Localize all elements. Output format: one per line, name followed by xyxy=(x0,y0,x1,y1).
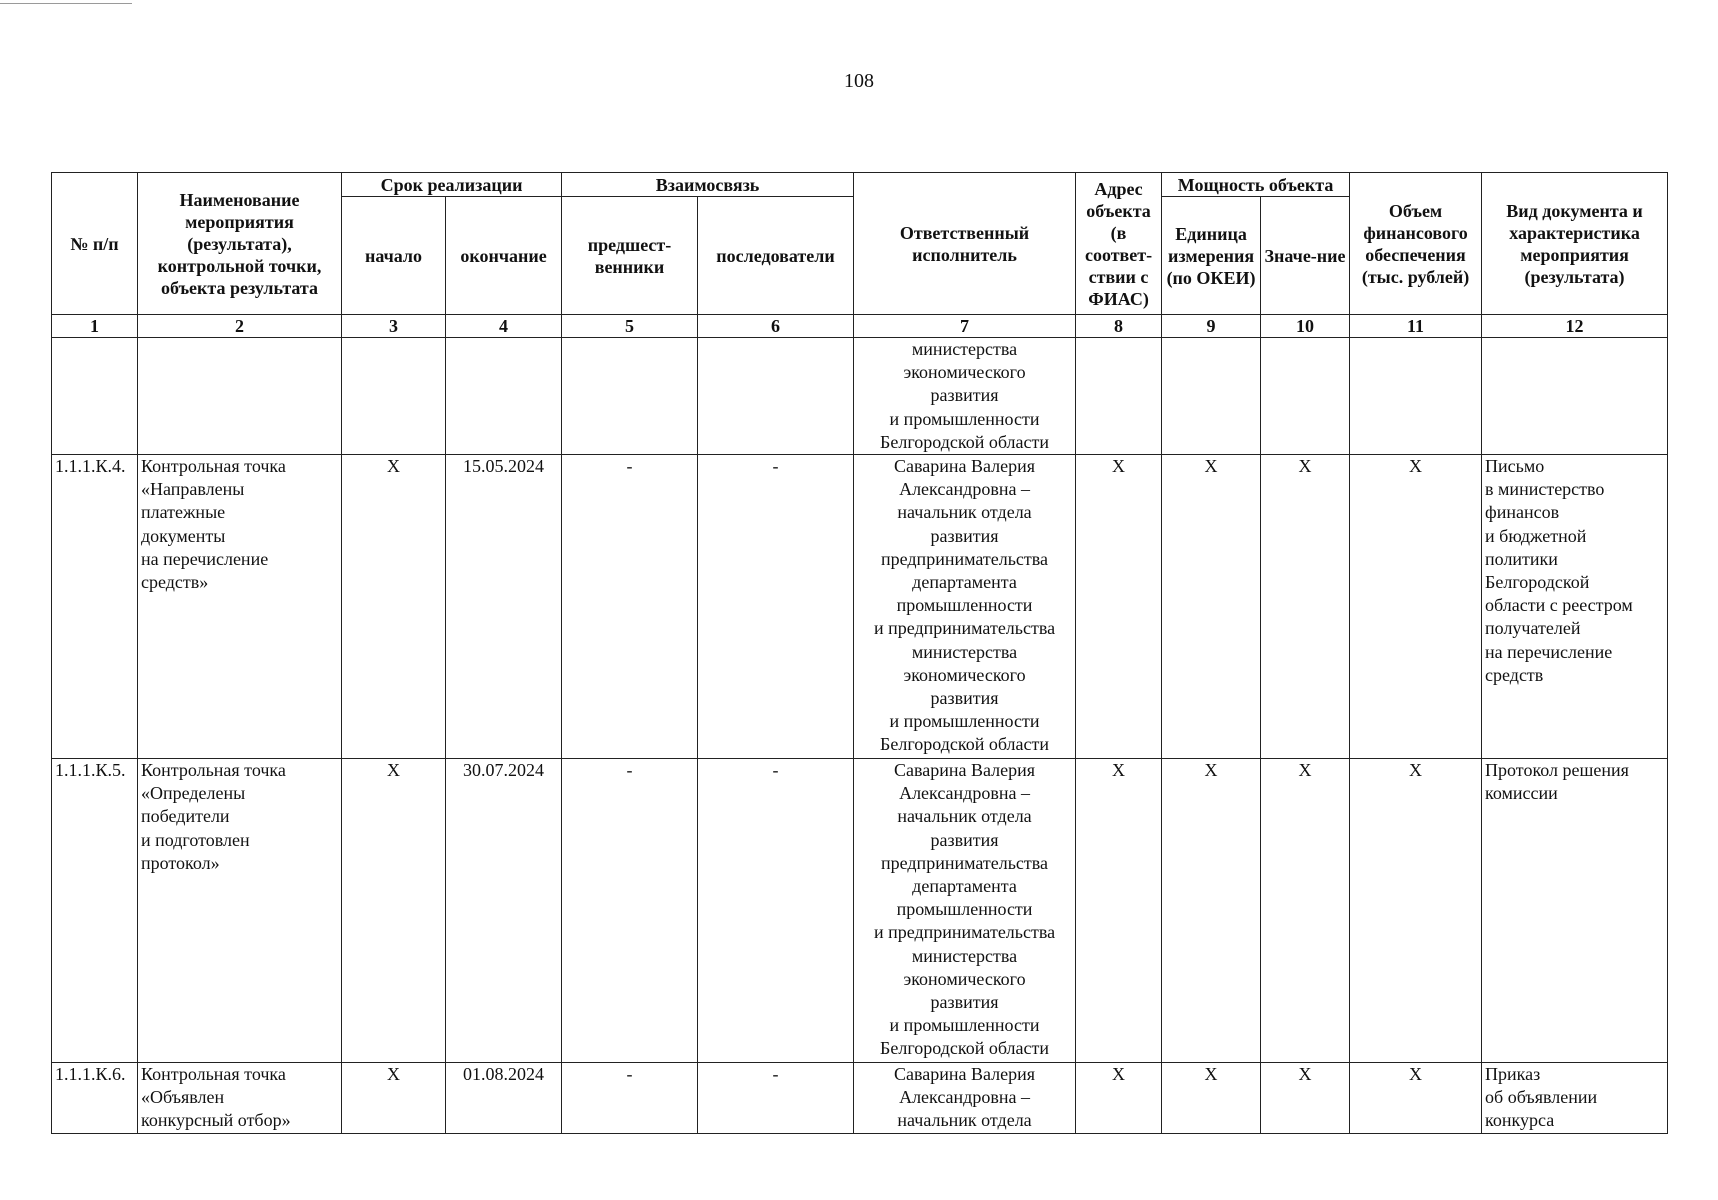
cell-responsible: Саварина Валерия Александровна – начальник отдела развития предпринимательства департамента промышленности и предпринимательства министерства экономического развития и промышленности Белгородской области xyxy=(854,455,1076,759)
cell-address: X xyxy=(1076,1063,1162,1134)
cell-responsible: Саварина Валерия Александровна – начальник отдела xyxy=(854,1063,1076,1134)
cell-unit: X xyxy=(1162,455,1261,759)
scan-edge-line xyxy=(0,3,132,4)
cell-finance: X xyxy=(1350,759,1482,1063)
column-number: 11 xyxy=(1350,315,1482,338)
header-address: Адрес объекта (в соответ-ствии с ФИАС) xyxy=(1076,173,1162,315)
cell-value: X xyxy=(1261,455,1350,759)
cell-doc xyxy=(1482,338,1668,455)
cell-finance: X xyxy=(1350,455,1482,759)
header-name: Наименование мероприятия (результата), контрольной точки, объекта результата xyxy=(138,173,342,315)
column-number: 8 xyxy=(1076,315,1162,338)
page-number: 108 xyxy=(844,70,874,92)
cell-responsible: министерства экономического развития и промышленности Белгородской области xyxy=(854,338,1076,455)
cell-pred: - xyxy=(562,759,698,1063)
cell-doc: Протокол решения комиссии xyxy=(1482,759,1668,1063)
column-number: 9 xyxy=(1162,315,1261,338)
cell-num: 1.1.1.К.5. xyxy=(52,759,138,1063)
cell-end: 30.07.2024 xyxy=(446,759,562,1063)
cell-succ: - xyxy=(698,455,854,759)
cell-start: X xyxy=(342,759,446,1063)
table-row xyxy=(52,1063,1668,1134)
cell-num: 1.1.1.К.6. xyxy=(52,1063,138,1134)
column-number: 3 xyxy=(342,315,446,338)
cell-num: 1.1.1.К.4. xyxy=(52,455,138,759)
header-term-group: Срок реализации xyxy=(342,173,562,197)
column-number: 7 xyxy=(854,315,1076,338)
cell-succ xyxy=(698,338,854,455)
table-row-continuation xyxy=(52,338,1668,455)
cell-unit: X xyxy=(1162,1063,1261,1134)
header-doc-type: Вид документа и характеристика мероприятия (результата) xyxy=(1482,173,1668,315)
cell-address: X xyxy=(1076,455,1162,759)
cell-end: 15.05.2024 xyxy=(446,455,562,759)
cell-succ: - xyxy=(698,759,854,1063)
header-num: № п/п xyxy=(52,173,138,315)
cell-doc: Приказ об объявлении конкурса xyxy=(1482,1063,1668,1134)
column-number: 6 xyxy=(698,315,854,338)
header-responsible: Ответственный исполнитель xyxy=(854,173,1076,315)
cell-pred: - xyxy=(562,1063,698,1134)
column-number: 4 xyxy=(446,315,562,338)
cell-start xyxy=(342,338,446,455)
column-number: 10 xyxy=(1261,315,1350,338)
cell-num xyxy=(52,338,138,455)
cell-finance xyxy=(1350,338,1482,455)
header-link-succ: последователи xyxy=(698,197,854,315)
cell-name: Контрольная точка «Определены победители и подготовлен протокол» xyxy=(138,759,342,1063)
cell-doc: Письмо в министерство финансов и бюджетной политики Белгородской области с реестром получателей на перечисление средств xyxy=(1482,455,1668,759)
table-row xyxy=(52,455,1668,759)
cell-end: 01.08.2024 xyxy=(446,1063,562,1134)
cell-unit: X xyxy=(1162,759,1261,1063)
table-body xyxy=(52,338,1668,1134)
cell-finance: X xyxy=(1350,1063,1482,1134)
table-header xyxy=(52,173,1668,338)
cell-start: X xyxy=(342,1063,446,1134)
cell-address: X xyxy=(1076,759,1162,1063)
column-number: 2 xyxy=(138,315,342,338)
cell-name xyxy=(138,338,342,455)
cell-name: Контрольная точка «Направлены платежные документы на перечисление средств» xyxy=(138,455,342,759)
cell-value xyxy=(1261,338,1350,455)
cell-pred: - xyxy=(562,455,698,759)
header-link-pred: предшест-венники xyxy=(562,197,698,315)
header-value: Значе-ние xyxy=(1261,197,1350,315)
column-number: 5 xyxy=(562,315,698,338)
column-number: 1 xyxy=(52,315,138,338)
activity-plan-table xyxy=(51,172,1668,1134)
column-number-row xyxy=(52,315,1668,338)
cell-end xyxy=(446,338,562,455)
cell-value: X xyxy=(1261,1063,1350,1134)
cell-succ: - xyxy=(698,1063,854,1134)
cell-value: X xyxy=(1261,759,1350,1063)
header-unit: Единица измерения (по ОКЕИ) xyxy=(1162,197,1261,315)
column-number: 12 xyxy=(1482,315,1668,338)
header-term-end: окончание xyxy=(446,197,562,315)
header-term-start: начало xyxy=(342,197,446,315)
cell-unit xyxy=(1162,338,1261,455)
header-link-group: Взаимосвязь xyxy=(562,173,854,197)
header-capacity-group: Мощность объекта xyxy=(1162,173,1350,197)
cell-pred xyxy=(562,338,698,455)
cell-name: Контрольная точка «Объявлен конкурсный отбор» xyxy=(138,1063,342,1134)
cell-responsible: Саварина Валерия Александровна – начальник отдела развития предпринимательства департамента промышленности и предпринимательства министерства экономического развития и промышленности Белгородской области xyxy=(854,759,1076,1063)
header-finance: Объем финансового обеспечения (тыс. рублей) xyxy=(1350,173,1482,315)
cell-address xyxy=(1076,338,1162,455)
cell-start: X xyxy=(342,455,446,759)
table-row xyxy=(52,759,1668,1063)
